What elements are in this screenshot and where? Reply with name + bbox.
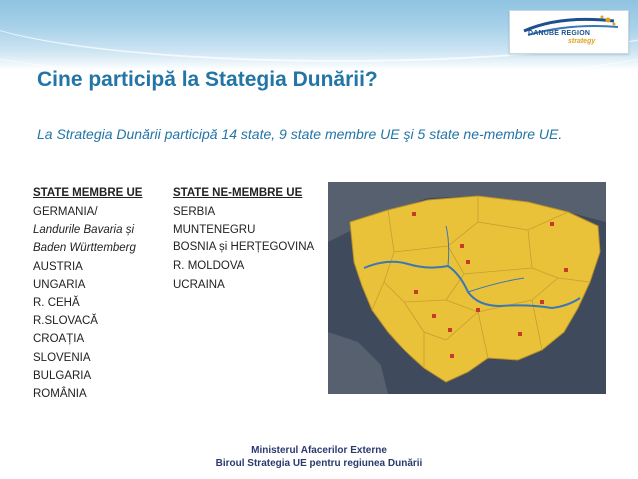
footer-office: Biroul Strategia UE pentru regiunea Dunării	[215, 458, 423, 469]
slide-title: Cine participă la Stategia Dunării?	[37, 68, 378, 91]
non-member-state: SERBIA	[173, 206, 216, 218]
member-state: R. CEHĂ	[33, 297, 80, 310]
member-state: CROAȚIA	[33, 333, 85, 346]
member-states-header: STATE MEMBRE UE	[33, 187, 143, 199]
footer-ministry: Ministerul Afacerilor Externe	[251, 445, 387, 456]
danube-region-logo	[509, 10, 629, 54]
member-state: Landurile Bavaria și	[33, 224, 135, 237]
member-state: SLOVENIA	[33, 351, 91, 364]
member-state: ROMÂNIA	[33, 388, 87, 401]
non-member-states-header: STATE NE-MEMBRE UE	[173, 187, 303, 199]
non-member-state: R. MOLDOVA	[173, 260, 245, 273]
non-member-state: BOSNIA și HERȚEGOVINA	[173, 241, 315, 254]
member-state: UNGARIA	[33, 278, 86, 291]
logo-text: DANUBE REGION	[528, 30, 591, 37]
non-member-state: MUNTENEGRU	[173, 224, 256, 237]
footer	[0, 444, 638, 470]
member-state: BULGARIA	[33, 369, 92, 382]
non-member-states-column	[173, 184, 323, 294]
intro-text: La Strategia Dunării participă 14 state, 9 state membre UE şi 5 state ne-membre UE.	[37, 126, 563, 142]
danube-region-map	[328, 182, 606, 394]
non-member-state: UCRAINA	[173, 278, 225, 291]
member-state: AUSTRIA	[33, 260, 83, 273]
logo-subtext: strategy	[568, 38, 596, 45]
member-states-column	[33, 184, 168, 403]
member-state: GERMANIA/	[33, 206, 98, 218]
member-state: Baden Württemberg	[33, 242, 136, 255]
member-state: R.SLOVACĂ	[33, 315, 98, 328]
map-graphic	[328, 182, 606, 394]
